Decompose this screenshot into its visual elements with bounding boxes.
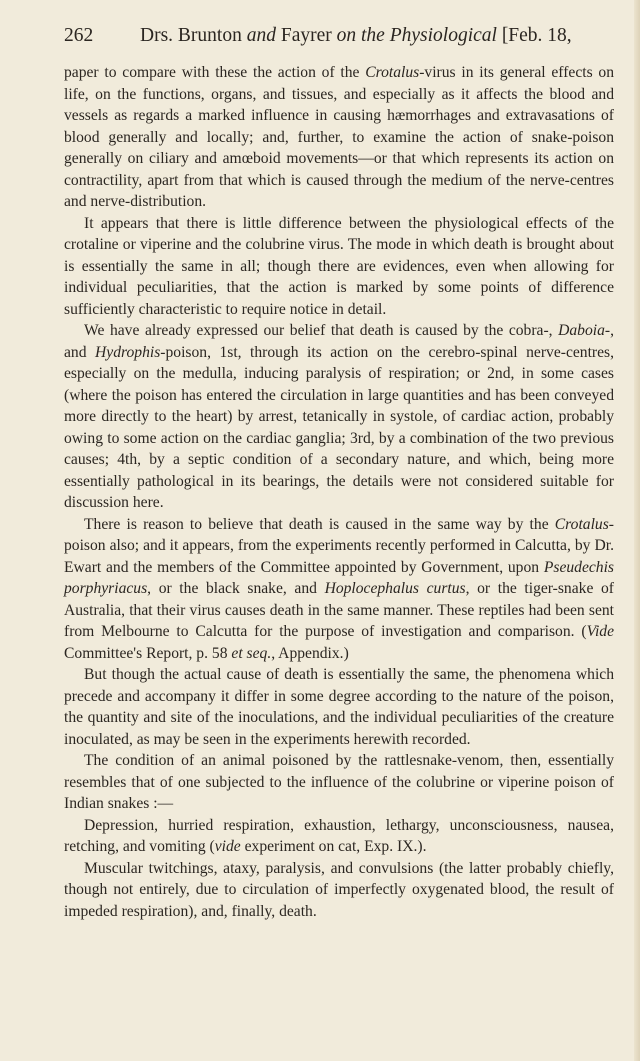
text-run: There is reason to believe that death is caused in the same way by the xyxy=(84,515,555,533)
text-run: -poison, 1st, through its action on the cerebro-spinal nerve-centres, especially on the medulla, inducing paralysis of respiration; or 2nd, in some cases (where the poison has entered the circulation in large quantities and has been conveyed more directly to the heart) by arrest, tetanically in systole, of cardiac action, probably owing to some action on the cardiac ganglia; 3rd, by a combination of the two previous causes; 4th, by a septic condition of a secondary nature, and which, being more essentially pathological in its bearings, the details were not considered suitable for discussion here. xyxy=(64,343,615,511)
text-run: -virus in its general effects on life, on the functions, organs, and tissues, and especially as it affects the blood and vessels as regards a marked influence in causing hæmorrhages and extravasations of blood generally and locally; and, further, to examine the action of snake-poison generally on ciliary and amœboid movements—or that which represents its action on contractility, apart from that which is caused through the medium of the nerve-centres and nerve-distribution. xyxy=(64,64,615,210)
italic-text-run: Vide xyxy=(586,623,614,640)
text-run: , or the tiger-snake of Australia, that their virus causes death in the same manner. These reptiles had been sent from Melbourne to Calcutta for the purpose of investigation and comparison. ( xyxy=(64,580,614,640)
paragraph xyxy=(64,750,614,815)
text-run: experiment on cat, Exp. IX.). xyxy=(240,838,427,855)
italic-text-run: Daboia xyxy=(558,322,605,339)
text-run: Drs. Brunton xyxy=(140,25,247,46)
symptom-paragraph xyxy=(64,858,614,923)
text-run: The condition of an animal poisoned by the rattlesnake-venom, then, essentially resembles that of one subjected to the influence of the colubrine or viperine poison of Indian snakes :— xyxy=(64,752,614,812)
continued-paragraph xyxy=(64,62,614,213)
paragraph xyxy=(64,213,614,321)
page-edge-shadow xyxy=(634,0,640,1061)
symptom-paragraph xyxy=(64,815,614,858)
running-head xyxy=(64,24,614,48)
italic-text-run: Hoplocephalus curtus xyxy=(324,580,466,597)
italic-text-run: on the Physiological xyxy=(336,25,497,46)
paragraph xyxy=(64,514,614,665)
paragraph xyxy=(64,664,614,750)
italic-text-run: Crotalus xyxy=(554,515,609,533)
text-run: Muscular twitchings, ataxy, paralysis, and convulsions (the latter probably chiefly, though not entirely, due to circulation of imperfectly oxygenated blood, the result of impeded respiration), and, finally, death. xyxy=(64,859,614,920)
italic-text-run: Hydrophis xyxy=(95,343,161,361)
text-run: [Feb. 18, xyxy=(496,25,572,46)
text-run: Fayrer xyxy=(275,25,337,46)
text-run: Committee's Report, p. 58 xyxy=(64,644,232,662)
text-run: But though the actual cause of death is essentially the same, the phenomena which precede and accompany it differ in some degree according to the nature of the poison, the quantity and site of the inoculations, and the individual peculiarities of the creature inoculated, as may be seen in the experiments herewith recorded. xyxy=(64,666,614,748)
italic-text-run: vide xyxy=(214,838,241,855)
text-run: , Appendix.) xyxy=(271,644,349,662)
text-run: It appears that there is little difference between the physiological effects of the crotaline or viperine and the colubrine virus. The mode in which death is brought about is essentially the same in all; though there are evidences, even when allowing for individual peculiarities, that the action is marked by some points of difference sufficiently characteristic to require notice in detail. xyxy=(64,214,614,318)
italic-text-run: and xyxy=(246,25,276,46)
italic-text-run: Pseudechis porphyriacus xyxy=(64,558,614,597)
text-run: paper to compare with these the action of the xyxy=(64,64,366,81)
text-run: -poison also; and it appears, from the experiments recently performed in Calcutta, by Dr. Ewart and the members of the Committee appointed by Government, upon xyxy=(64,515,614,576)
paragraph xyxy=(64,320,614,514)
italic-text-run: et seq. xyxy=(231,644,272,662)
body-text xyxy=(64,62,614,922)
italic-text-run: Crotalus xyxy=(365,64,420,81)
running-title xyxy=(140,24,614,48)
text-run: -, and xyxy=(64,322,614,361)
text-run: , or the black snake, and xyxy=(147,580,325,597)
text-run: We have already expressed our belief that death is caused by the cobra-, xyxy=(84,322,559,339)
page-number: 262 xyxy=(64,25,94,46)
text-run: Depression, hurried respiration, exhaustion, lethargy, unconsciousness, nausea, retching, and vomiting ( xyxy=(64,816,614,855)
